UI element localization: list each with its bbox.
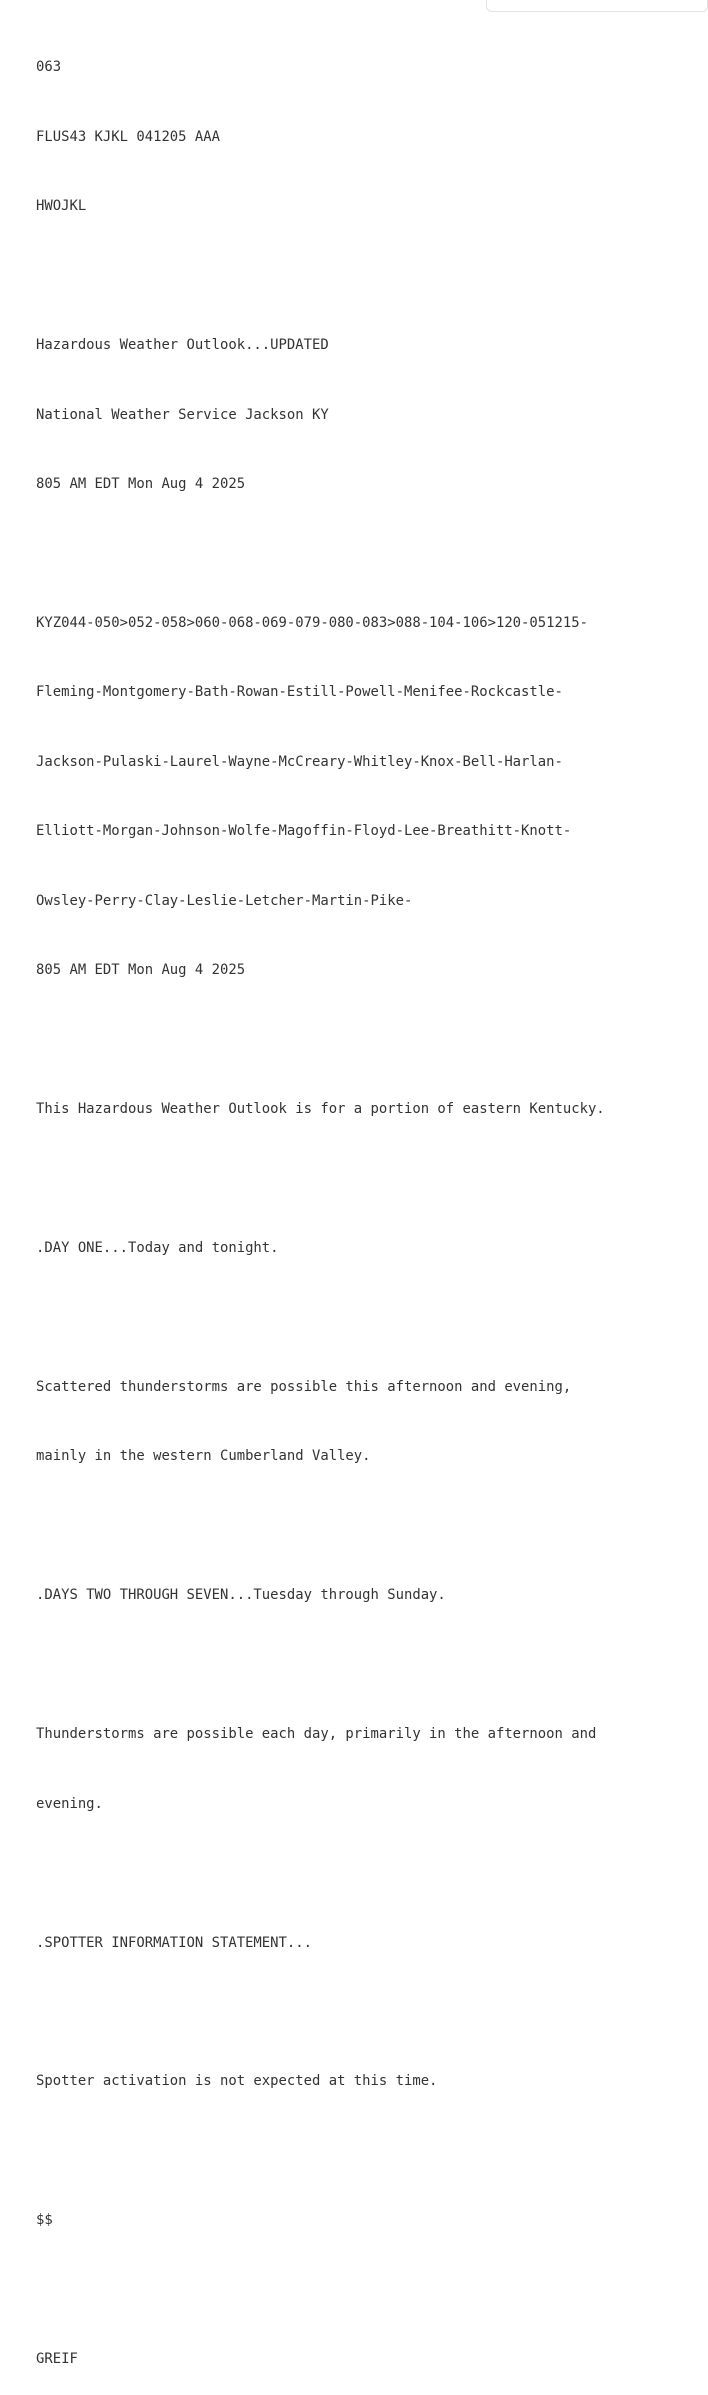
blank-line [36,2279,605,2302]
product-terminator: $$ [36,2212,53,2229]
days-two-seven-text: evening. [36,1795,103,1812]
ugc-zone-line: KYZ044-050>052-058>060-068-069-079-080-083>088-104-106>120-051215- [36,614,588,631]
day-one-text: mainly in the western Cumberland Valley. [36,1448,371,1465]
days-two-seven-heading: .DAYS TWO THROUGH SEVEN...Tuesday through Sunday. [36,1587,446,1604]
day-one-text: Scattered thunderstorms are possible this afternoon and evening, [36,1378,572,1395]
sequence-number: 063 [36,59,62,76]
spotter-text: Spotter activation is not expected at this time. [36,2073,438,2090]
issuing-office: National Weather Service Jackson KY [36,406,329,423]
county-list-line: Jackson-Pulaski-Laurel-Wayne-McCreary-Whitley-Knox-Bell-Harlan- [36,753,563,770]
zone-issue-time: 805 AM EDT Mon Aug 4 2025 [36,962,246,979]
blank-line [36,542,605,565]
hazardous-weather-outlook-text [36,10,605,2395]
spotter-heading: .SPOTTER INFORMATION STATEMENT... [36,1934,312,1951]
awips-id: HWOJKL [36,198,87,215]
blank-line [36,1306,605,1329]
blank-line [36,1168,605,1191]
blank-line [36,2140,605,2163]
forecaster-signature: GREIF [36,2351,78,2368]
county-list-line: Elliott-Morgan-Johnson-Wolfe-Magoffin-Floyd-Lee-Breathitt-Knott- [36,823,572,840]
blank-line [36,1862,605,1885]
blank-line [36,265,605,288]
blank-line [36,1654,605,1677]
issue-time: 805 AM EDT Mon Aug 4 2025 [36,476,246,493]
county-list-line: Owsley-Perry-Clay-Leslie-Letcher-Martin-Pike- [36,892,413,909]
blank-line [36,2001,605,2024]
intro-statement: This Hazardous Weather Outlook is for a portion of eastern Kentucky. [36,1101,605,1118]
product-title: Hazardous Weather Outlook...UPDATED [36,337,329,354]
blank-line [36,1029,605,1052]
days-two-seven-text: Thunderstorms are possible each day, primarily in the afternoon and [36,1726,597,1743]
day-one-heading: .DAY ONE...Today and tonight. [36,1240,279,1257]
blank-line [36,1515,605,1538]
county-list-line: Fleming-Montgomery-Bath-Rowan-Estill-Powell-Menifee-Rockcastle- [36,684,563,701]
wmo-header: FLUS43 KJKL 041205 AAA [36,128,220,145]
